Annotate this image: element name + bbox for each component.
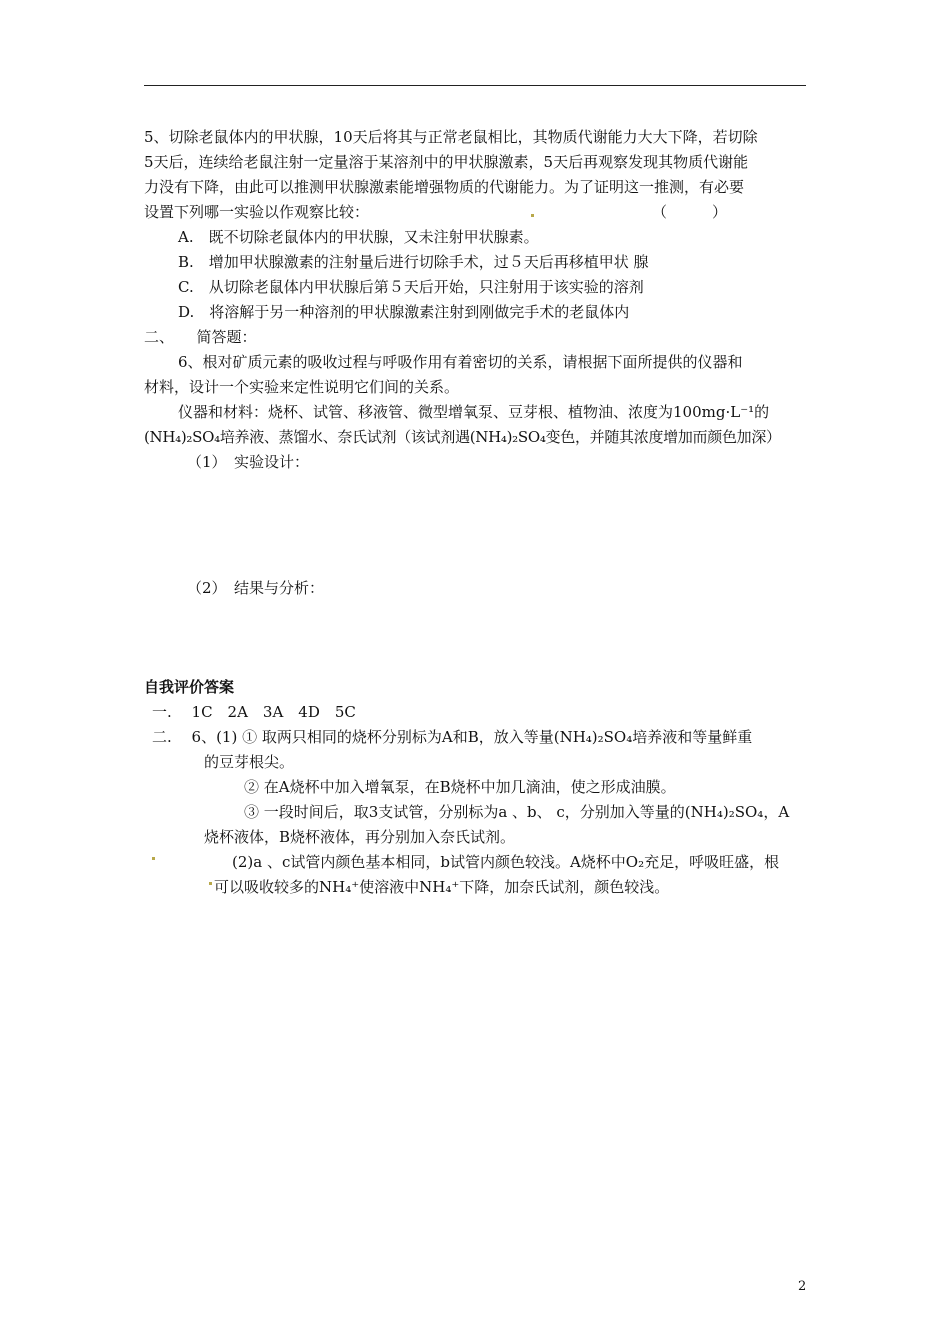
header-rule	[144, 85, 806, 86]
q6-line2: 材料，设计一个实验来定性说明它们间的关系。	[144, 378, 460, 396]
materials-line2: (NH₄)₂SO₄培养液、蒸馏水、奈氏试剂（该试剂遇(NH₄)₂SO₄变色，并随其浓度增加而颜色加深）	[144, 428, 781, 446]
answer-line4: ② 在A烧杯中加入增氧泵，在B烧杯中加几滴油，使之形成油膜。	[244, 778, 676, 796]
q5-line2: 5天后，连续给老鼠注射一定量溶于某溶剂中的甲状腺激素，5天后再观察发现其物质代谢能	[144, 153, 749, 171]
section-heading: 二、 简答题：	[144, 328, 257, 346]
part1-label: （1） 实验设计：	[187, 453, 310, 471]
answer-line1: 一. 1C 2A 3A 4D 5C	[152, 703, 356, 721]
speck-mark	[152, 857, 155, 860]
option-b: B. 增加甲状腺激素的注射量后进行切除手术，过５天后再移植甲状 腺	[178, 253, 649, 271]
q5-line4: 设置下列哪一实验以作观察比较：	[144, 203, 370, 221]
speck-mark	[209, 882, 212, 885]
option-a: A. 既不切除老鼠体内的甲状腺，又未注射甲状腺素。	[178, 228, 539, 246]
answer-line7: (2)a 、c试管内颜色基本相同，b试管内颜色较浅。A烧杯中O₂充足，呼吸旺盛，根	[232, 853, 780, 871]
answer-line5: ③ 一段时间后，取3支试管，分别标为a 、b、 c，分别加入等量的(NH₄)₂SO₄，A	[244, 803, 790, 821]
q5-line3: 力没有下降，由此可以推测甲状腺激素能增强物质的代谢能力。为了证明这一推测，有必要	[144, 178, 745, 196]
answers-title: 自我评价答案	[144, 678, 235, 696]
q5-line1: 5、切除老鼠体内的甲状腺，10天后将其与正常老鼠相比，其物质代谢能力大大下降，若切除	[144, 128, 758, 146]
part2-label: （2） 结果与分析：	[187, 579, 325, 597]
q6-line1: 6、根对矿质元素的吸收过程与呼吸作用有着密切的关系，请根据下面所提供的仪器和	[178, 353, 743, 371]
option-c: C. 从切除老鼠体内甲状腺后第５天后开始，只注射用于该实验的溶剂	[178, 278, 644, 296]
answer-bracket: （ ）	[652, 203, 728, 221]
speck-mark	[531, 214, 534, 217]
option-d: D. 将溶解于另一种溶剂的甲状腺激素注射到刚做完手术的老鼠体内	[178, 303, 630, 321]
materials-line1: 仪器和材料：烧杯、试管、移液管、微型增氧泵、豆芽根、植物油、浓度为100mg·L⁻¹的	[178, 403, 770, 421]
page-number: 2	[798, 1279, 807, 1294]
answer-line2: 二. 6、(1) ① 取两只相同的烧杯分别标为A和B，放入等量(NH₄)₂SO₄培养液和等量鲜重	[152, 728, 753, 746]
answer-line3: 的豆芽根尖。	[204, 753, 295, 771]
answer-line8: 可以吸收较多的NH₄⁺使溶液中NH₄⁺下降，加奈氏试剂，颜色较浅。	[214, 878, 670, 896]
answer-line6: 烧杯液体，B烧杯液体，再分别加入奈氏试剂。	[204, 828, 516, 846]
